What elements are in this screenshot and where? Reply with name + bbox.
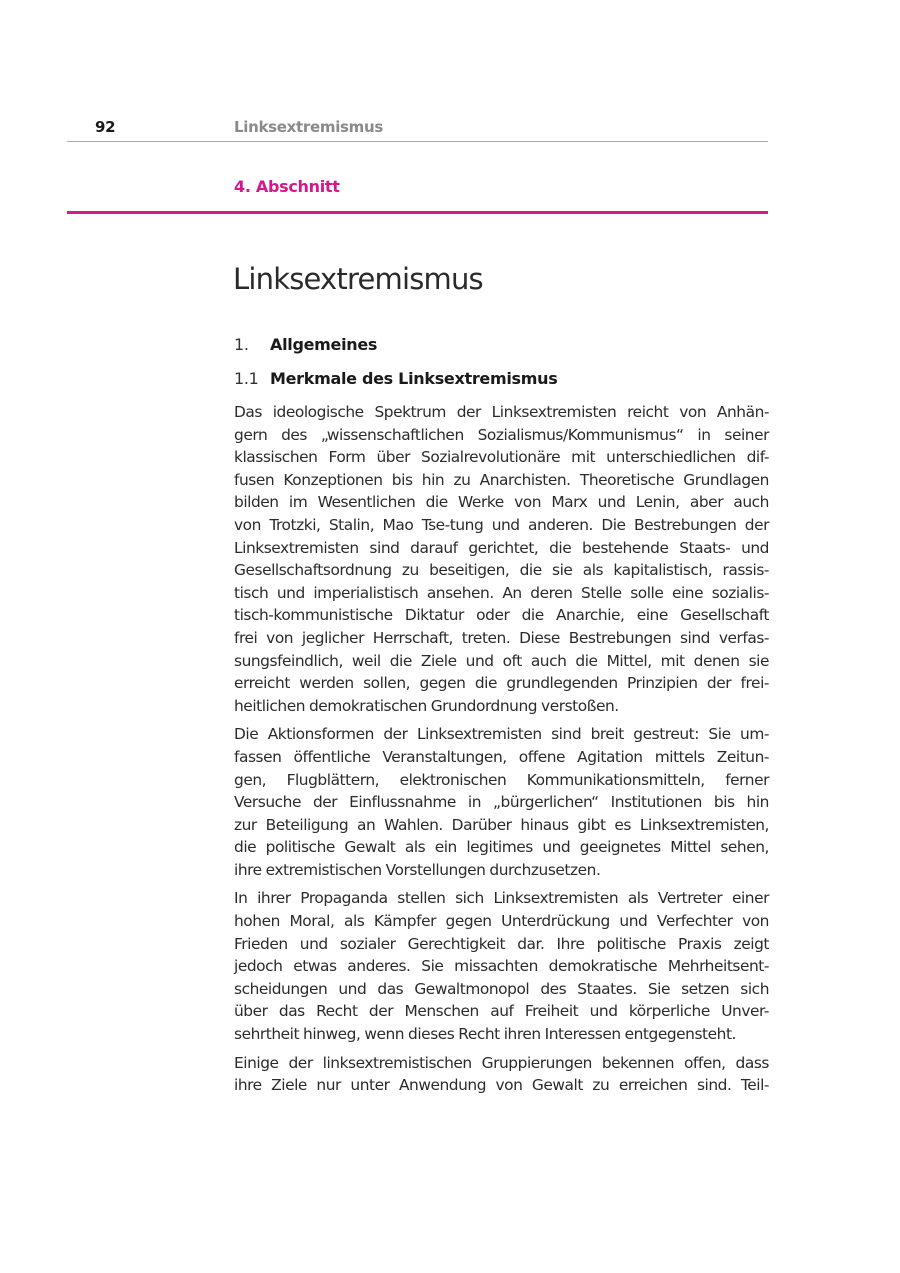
heading-text: Allgemeines bbox=[270, 335, 378, 354]
chapter-title: Linksextremismus bbox=[233, 262, 483, 296]
heading-number: 1. bbox=[234, 335, 249, 354]
paragraph bbox=[234, 723, 769, 881]
text-line: von Trotzki, Stalin, Mao Tse-tung und anderen. Die Bestrebungen der bbox=[234, 515, 769, 534]
page-number: 92 bbox=[95, 118, 116, 136]
heading-merkmale bbox=[234, 369, 557, 388]
text-line: Linksextremisten sind darauf gerichtet, die bestehende Staats- und bbox=[234, 538, 769, 557]
text-line: scheidungen und das Gewaltmonopol des Staates. Sie setzen sich bbox=[234, 979, 769, 998]
paragraph bbox=[234, 887, 769, 1045]
text-line: hohen Moral, als Kämpfer gegen Unterdrückung und Verfechter von bbox=[234, 912, 769, 931]
text-line: In ihrer Propaganda stellen sich Linksextremisten als Vertreter einer bbox=[234, 889, 769, 908]
text-line: sehrtheit hinweg, wenn dieses Recht ihren Interessen entgegensteht. bbox=[234, 1025, 736, 1044]
text-line: Frieden und sozialer Gerechtigkeit dar. Ihre politische Praxis zeigt bbox=[234, 934, 769, 953]
text-line: gern des „wissenschaftlichen Sozialismus/Kommunismus“ in seiner bbox=[234, 425, 769, 444]
text-line: Gesellschaftsordnung zu beseitigen, die sie als kapitalistisch, rassis- bbox=[234, 561, 769, 580]
text-line: die politische Gewalt als ein legitimes und geeignetes Mittel sehen, bbox=[234, 838, 769, 857]
text-line: bilden im Wesentlichen die Werke von Marx und Lenin, aber auch bbox=[234, 493, 769, 512]
heading-allgemeines bbox=[234, 335, 377, 354]
text-line: erreicht werden sollen, gegen die grundlegenden Prinzipien der frei- bbox=[234, 674, 769, 693]
text-line: frei von jeglicher Herrschaft, treten. Diese Bestrebungen sind verfas- bbox=[234, 628, 769, 647]
heading-text: Merkmale des Linksextremismus bbox=[270, 369, 558, 388]
text-line: gen, Flugblättern, elektronischen Kommunikationsmitteln, ferner bbox=[234, 770, 769, 789]
section-label: 4. Abschnitt bbox=[234, 177, 340, 196]
text-line: klassischen Form über Sozialrevolutionäre mit unterschiedlichen dif- bbox=[234, 448, 769, 467]
text-line: heitlichen demokratischen Grundordnung verstoßen. bbox=[234, 696, 619, 715]
running-head: Linksextremismus bbox=[234, 118, 384, 136]
text-line: sungsfeindlich, weil die Ziele und oft auch die Mittel, mit denen sie bbox=[234, 651, 769, 670]
text-line: tisch und imperialistisch ansehen. An deren Stelle solle eine sozialis- bbox=[234, 583, 769, 602]
text-line: fusen Konzeptionen bis hin zu Anarchisten. Theoretische Grundlagen bbox=[234, 470, 769, 489]
paragraph bbox=[234, 401, 769, 717]
header-rule bbox=[67, 141, 768, 142]
text-line: jedoch etwas anderes. Sie missachten demokratische Mehrheitsent- bbox=[234, 957, 769, 976]
text-line: zur Beteiligung an Wahlen. Darüber hinaus gibt es Linksextremisten, bbox=[234, 815, 769, 834]
heading-number: 1.1 bbox=[234, 369, 259, 388]
text-line: ihre extremistischen Vorstellungen durchzusetzen. bbox=[234, 860, 601, 879]
section-rule bbox=[67, 211, 768, 214]
text-line: ihre Ziele nur unter Anwendung von Gewalt zu erreichen sind. Teil- bbox=[234, 1076, 769, 1095]
text-line: Versuche der Einflussnahme in „bürgerlichen“ Institutionen bis hin bbox=[234, 793, 769, 812]
text-line: über das Recht der Menschen auf Freiheit und körperliche Unver- bbox=[234, 1002, 769, 1021]
text-line: Einige der linksextremistischen Gruppierungen bekennen offen, dass bbox=[234, 1053, 769, 1072]
text-line: Das ideologische Spektrum der Linksextremisten reicht von Anhän- bbox=[234, 403, 769, 421]
paragraph bbox=[234, 1052, 769, 1097]
text-line: tisch-kommunistische Diktatur oder die Anarchie, eine Gesellschaft bbox=[234, 606, 769, 625]
text-line: fassen öffentliche Veranstaltungen, offene Agitation mittels Zeitun- bbox=[234, 747, 769, 766]
body-text bbox=[234, 401, 769, 1103]
text-line: Die Aktionsformen der Linksextremisten sind breit gestreut: Sie um- bbox=[234, 725, 769, 744]
